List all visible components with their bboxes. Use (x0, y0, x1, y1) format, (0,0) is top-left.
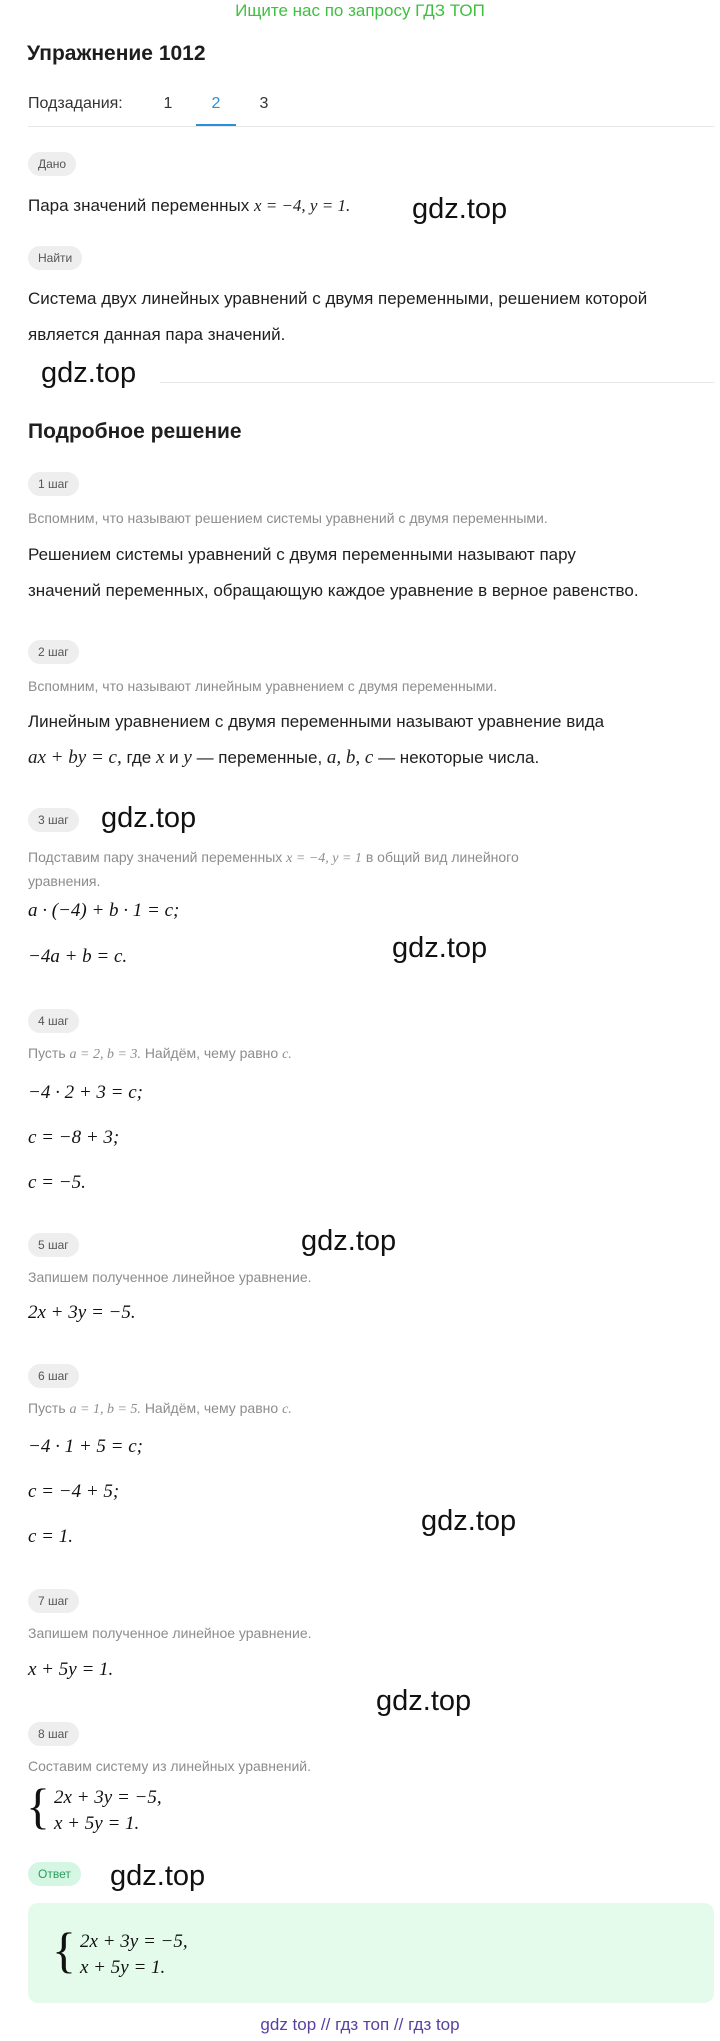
find-line-1: Система двух линейных уравнений с двумя переменными, решением которой (28, 289, 648, 308)
subtask-tab-1[interactable]: 1 (163, 95, 173, 112)
watermark: gdz.top (376, 1685, 472, 1717)
step-6-equation-3: c = 1. (28, 1526, 74, 1547)
footer-links[interactable]: gdz top // гдз топ // гдз top (260, 2015, 460, 2034)
answer-equation-1: 2x + 3y = −5, (80, 1931, 188, 1952)
step-2-text-vars: — переменные, (196, 748, 323, 767)
step-8-hint: Составим систему из линейных уравнений. (28, 1758, 312, 1774)
step-2-text-and: и (169, 748, 179, 767)
subtasks-divider (28, 126, 714, 127)
step-2-line-2 (28, 747, 539, 769)
step-4-equation-1: −4 · 2 + 3 = c; (28, 1082, 143, 1103)
subtasks-label: Подзадания: (28, 95, 123, 112)
step-4-hint-math: a = 2, b = 3. (69, 1047, 141, 1062)
answer-box (28, 1903, 714, 2003)
solution-title: Подробное решение (28, 420, 242, 443)
step-5-hint: Запишем полученное линейное уравнение. (28, 1269, 312, 1285)
step-4-equation-3: c = −5. (28, 1172, 86, 1193)
step-2-math-x: x (155, 747, 165, 768)
step-5-equation: 2x + 3y = −5. (28, 1302, 136, 1323)
step-6-hint-text-b: Найдём, чему равно (144, 1400, 279, 1416)
given-label: Пара значений переменных (28, 196, 250, 215)
step-2-tag: 2 шаг (28, 640, 79, 664)
step-4-hint (28, 1045, 292, 1063)
step-3-tag: 3 шаг (28, 808, 79, 832)
step-7-equation: x + 5y = 1. (28, 1659, 114, 1680)
find-line-2: является данная пара значений. (28, 325, 286, 344)
given-tag: Дано (28, 152, 76, 176)
given-text (28, 196, 350, 216)
step-2-hint: Вспомним, что называют линейным уравнением с двумя переменными. (28, 678, 498, 694)
watermark: gdz.top (421, 1505, 517, 1537)
step-6-equation-1: −4 · 1 + 5 = c; (28, 1436, 143, 1457)
step-3-hint-math: x = −4, y = 1 (286, 851, 362, 866)
step-4-tag: 4 шаг (28, 1009, 79, 1033)
subtask-tab-2[interactable]: 2 (211, 95, 221, 112)
step-7-tag: 7 шаг (28, 1589, 79, 1613)
step-3-equation-1: a · (−4) + b · 1 = c; (28, 900, 180, 921)
step-2-text: где (126, 748, 152, 767)
step-1-line-1: Решением системы уравнений с двумя переменными называют пару (28, 545, 576, 564)
step-3-hint-text-c: уравнения. (28, 873, 101, 889)
answer-equation-2: x + 5y = 1. (80, 1957, 166, 1978)
step-4-hint-text-b: Найдём, чему равно (144, 1045, 279, 1061)
step-1-line-2: значений переменных, обращающую каждое уравнение в верное равенство. (28, 581, 639, 600)
step-8-equation-2: x + 5y = 1. (54, 1813, 140, 1834)
step-1-tag: 1 шаг (28, 472, 79, 496)
given-math: x = −4, y = 1. (253, 196, 351, 215)
step-6-hint-math: a = 1, b = 5. (69, 1402, 141, 1417)
watermark: gdz.top (41, 357, 137, 389)
step-6-hint-var: c. (282, 1402, 292, 1417)
step-2-math-abc: a, b, c (326, 747, 374, 768)
step-3-hint-text: Подставим пару значений переменных (28, 849, 283, 865)
step-3-equation-2: −4a + b = c. (28, 946, 128, 967)
answer-tag: Ответ (28, 1862, 81, 1886)
step-7-hint: Запишем полученное линейное уравнение. (28, 1625, 312, 1641)
step-6-hint (28, 1400, 292, 1418)
step-6-tag: 6 шаг (28, 1364, 79, 1388)
step-2-line-1: Линейным уравнением с двумя переменными называют уравнение вида (28, 712, 605, 731)
step-3-hint-text-b: в общий вид линейного (365, 849, 519, 865)
page-title: Упражнение 1012 (27, 42, 206, 65)
step-4-equation-2: c = −8 + 3; (28, 1127, 120, 1148)
answer-system-brace: { (52, 1922, 76, 1978)
step-6-hint-text: Пусть (28, 1400, 66, 1416)
step-8-equation-1: 2x + 3y = −5, (54, 1787, 162, 1808)
search-banner: Ищите нас по запросу ГДЗ ТОП (235, 1, 485, 20)
find-tag: Найти (28, 246, 82, 270)
step-2-math-general: ax + by = c, (28, 747, 122, 768)
step-3-hint (28, 846, 668, 892)
system-brace: { (26, 1778, 50, 1834)
watermark: gdz.top (110, 1860, 206, 1892)
step-2-text-numbers: — некоторые числа. (378, 748, 540, 767)
watermark: gdz.top (301, 1225, 397, 1257)
step-2-math-y: y (183, 747, 192, 768)
watermark: gdz.top (392, 932, 488, 964)
watermark: gdz.top (101, 802, 197, 834)
subtask-tab-3[interactable]: 3 (259, 95, 269, 112)
step-5-tag: 5 шаг (28, 1233, 79, 1257)
step-4-hint-text: Пусть (28, 1045, 66, 1061)
watermark: gdz.top (412, 193, 508, 225)
step-6-equation-2: c = −4 + 5; (28, 1481, 120, 1502)
step-1-hint: Вспомним, что называют решением системы уравнений с двумя переменными. (28, 510, 548, 526)
step-4-hint-var: c. (282, 1047, 292, 1062)
section-divider (160, 382, 714, 383)
step-8-tag: 8 шаг (28, 1722, 79, 1746)
